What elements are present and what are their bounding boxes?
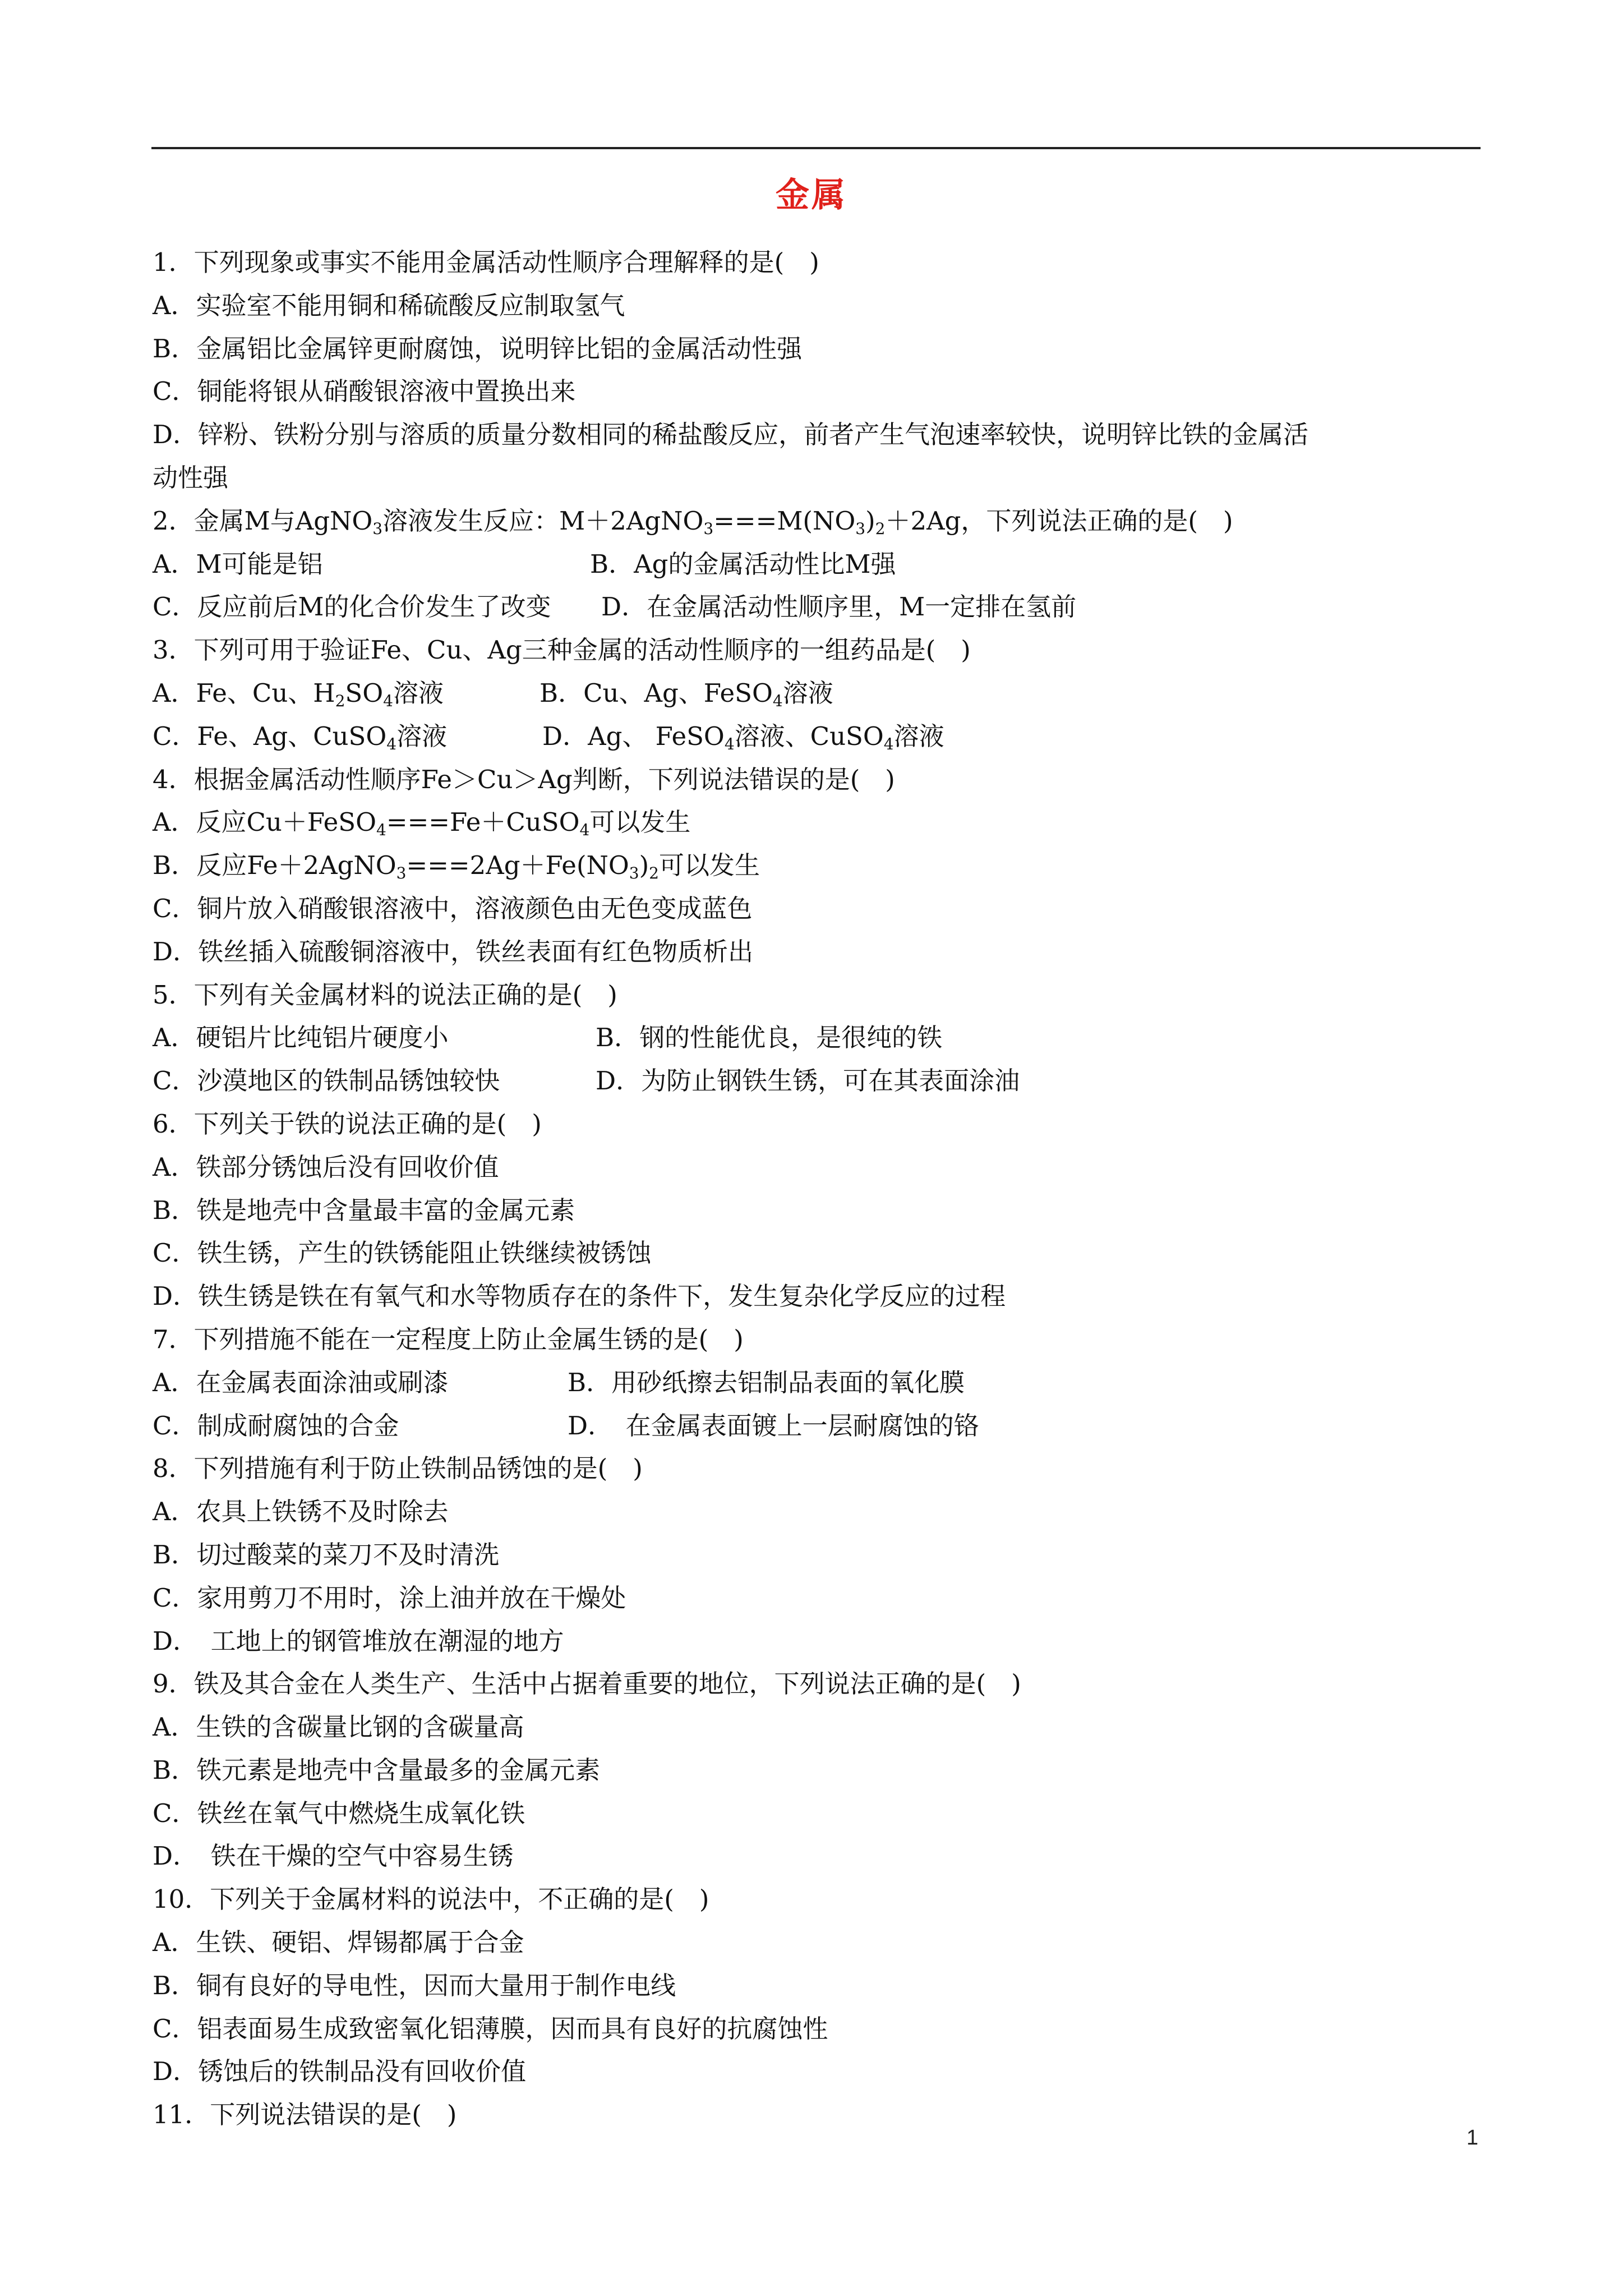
question-4-option-d: D．铁丝插入硫酸铜溶液中，铁丝表面有红色物质析出 [153,936,754,967]
question-7-option-b: B．用砂纸擦去铝制品表面的氧化膜 [568,1367,965,1397]
question-6-option-b: B．铁是地壳中含量最丰富的金属元素 [153,1195,575,1225]
question-2-options-row-2 [153,586,1482,629]
question-1-option-b: B．金属铝比金属锌更耐腐蚀，说明锌比铝的金属活动性强 [153,333,803,364]
question-7-option-c: C．制成耐腐蚀的合金 [153,1410,399,1441]
question-3-option-c: C．Fe、Ag、CuSO$_4$溶液 [153,721,448,753]
question-8-stem: 8．下列措施有利于防止铁制品锈蚀的是( ) [153,1453,643,1484]
question-4-option-c: C．铜片放入硝酸银溶液中，溶液颜色由无色变成蓝色 [153,893,753,923]
question-7-stem: 7．下列措施不能在一定程度上防止金属生锈的是( ) [153,1324,744,1354]
question-8-option-b: B．切过酸菜的菜刀不及时清洗 [153,1539,500,1570]
question-3-options-row-2 [153,715,1482,758]
question-5-option-c: C．沙漠地区的铁制品锈蚀较快 [153,1066,500,1096]
question-10-stem: 10．下列关于金属材料的说法中，不正确的是( ) [153,1884,709,1915]
question-2-options-row-1 [153,543,1482,586]
question-8-option-c: C．家用剪刀不用时，涂上油并放在干燥处 [153,1582,626,1613]
question-10-option-d: D．锈蚀后的铁制品没有回收价值 [153,2056,527,2087]
question-5-option-b: B．钢的性能优良，是很纯的铁 [596,1023,943,1053]
question-7-option-d: D． 在金属表面镀上一层耐腐蚀的铬 [568,1410,979,1441]
question-3-option-a: A．Fe、Cu、$H_2SO_4$溶液 [153,678,444,710]
question-10-option-a: A．生铁、硬铝、焊锡都属于合金 [153,1927,524,1958]
question-9-option-c: C．铁丝在氧气中燃烧生成氧化铁 [153,1798,525,1828]
question-9-stem: 9．铁及其合金在人类生产、生活中占据着重要的地位，下列说法正确的是( ) [153,1669,1021,1699]
question-6-option-c: C．铁生锈，产生的铁锈能阻止铁继续被锈蚀 [153,1238,652,1268]
question-4-option-b: B．反应$Fe+2AgNO_3===2Ag+Fe(NO_3)_2$可以发生 [153,850,760,883]
question-1-option-a: A．实验室不能用铜和稀硫酸反应制取氢气 [153,290,625,320]
question-4-option-a: A．反应Cu＋FeSO$_4$===Fe＋CuSO$_4$可以发生 [153,807,691,840]
question-3-stem: 3．下列可用于验证Fe、Cu、Ag三种金属的活动性顺序的一组药品是( ) [153,635,971,665]
question-1-stem: 1．下列现象或事实不能用金属活动性顺序合理解释的是( ) [153,247,819,277]
question-3-options-row-1 [153,672,1482,715]
question-7-options-row-1 [153,1361,1482,1405]
question-5-stem: 5．下列有关金属材料的说法正确的是( ) [153,979,617,1010]
question-1-option-d-line2: 动性强 [153,462,229,493]
question-7-options-row-2 [153,1405,1482,1448]
question-6-option-a: A．铁部分锈蚀后没有回收价值 [153,1152,499,1182]
question-4-stem: 4．根据金属活动性顺序Fe＞Cu＞Ag判断，下列说法错误的是( ) [153,764,895,794]
page-title: 金属 [776,176,847,215]
question-5-options-row-1 [153,1016,1482,1060]
question-5-option-a: A．硬铝片比纯铝片硬度小 [153,1023,449,1053]
question-9-option-a: A．生铁的含碳量比钢的含碳量高 [153,1712,524,1742]
header-rule [151,147,1481,149]
question-11-stem: 11．下列说法错误的是( ) [153,2100,457,2130]
question-7-option-a: A．在金属表面涂油或刷漆 [153,1367,449,1397]
question-5-option-d: D．为防止钢铁生锈，可在其表面涂油 [596,1066,1020,1096]
question-8-option-d: D． 工地上的钢管堆放在潮湿的地方 [153,1626,564,1656]
question-9-option-b: B．铁元素是地壳中含量最多的金属元素 [153,1755,601,1785]
question-1-option-c: C．铜能将银从硝酸银溶液中置换出来 [153,376,576,407]
question-5-options-row-2 [153,1060,1482,1103]
question-list [153,241,1482,2137]
question-6-stem: 6．下列关于铁的说法正确的是( ) [153,1108,542,1139]
question-2-option-c: C．反应前后M的化合价发生了改变 [153,592,551,622]
question-10-option-c: C．铝表面易生成致密氧化铝薄膜，因而具有良好的抗腐蚀性 [153,2013,828,2044]
question-6-option-d: D．铁生锈是铁在有氧气和水等物质存在的条件下，发生复杂化学反应的过程 [153,1281,1006,1312]
page-number: 1 [1466,2126,1478,2150]
question-9-option-d: D． 铁在干燥的空气中容易生锈 [153,1841,514,1871]
question-2-stem: 2．金属M与AgNO$_3$溶液发生反应：$M+2AgNO_3===M(NO_3)_2+2Ag$，下列说法正确的是( ) [153,505,1233,538]
question-2-option-d: D．在金属活动性顺序里，M一定排在氢前 [601,592,1077,622]
question-3-option-b: B．Cu、Ag、FeSO$_4$溶液 [540,678,833,710]
question-10-option-b: B．铜有良好的导电性，因而大量用于制作电线 [153,1970,676,2000]
question-3-option-d: D．Ag、 FeSO$_4$溶液、CuSO$_4$溶液 [542,721,944,753]
question-8-option-a: A．农具上铁锈不及时除去 [153,1497,449,1527]
question-2-option-b: B．Ag的金属活动性比M强 [590,549,896,579]
question-2-option-a: A．M可能是铝 [153,549,323,579]
question-1-option-d-line1: D．锌粉、铁粉分别与溶质的质量分数相同的稀盐酸反应，前者产生气泡速率较快，说明锌比铁的金属活 [153,420,1309,450]
